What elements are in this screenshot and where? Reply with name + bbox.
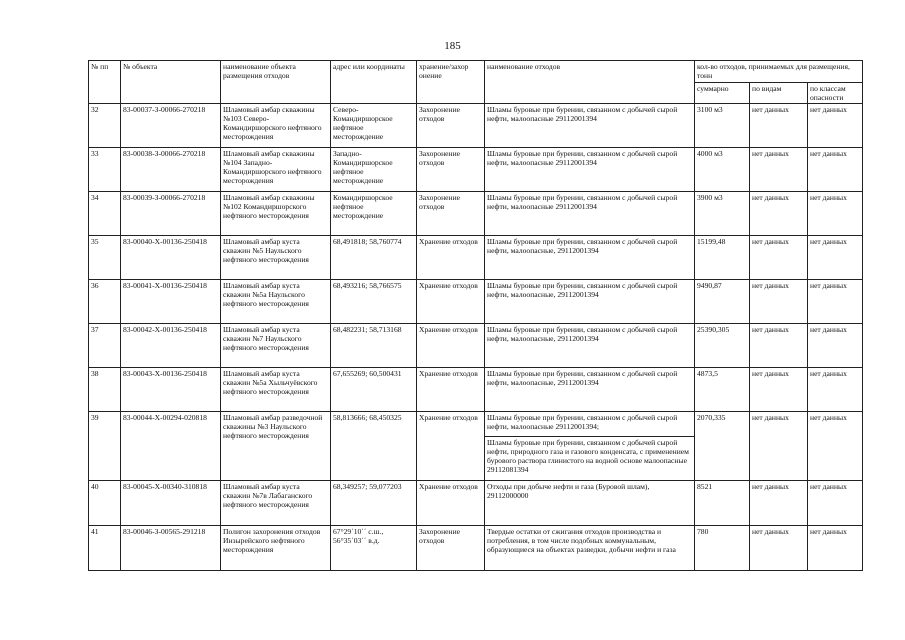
cell-waste: Твердые остатки от сжигания отходов производства и потребления, в том числе подобных коммунальным, образующиеся на объектах разведки, добычи нефти и газа <box>485 526 695 571</box>
cell-object: 83-00041-Х-00136-250418 <box>121 280 221 324</box>
cell-waste-secondary: Шламы буровые при бурении, связанном с добычей сырой нефти, природного газа и газового конденсата, с применением бурового раствора глинистого на водной основе малоопасные 29112081394 <box>485 437 695 481</box>
header-waste: наименование отходов <box>485 61 695 104</box>
cell-storage: Хранение отходов <box>417 324 485 368</box>
cell-storage: Захоронение отходов <box>417 148 485 192</box>
header-name: наименование объекта размещения отходов <box>221 61 331 104</box>
cell-storage: Хранение отходов <box>417 236 485 280</box>
header-object: № объекта <box>121 61 221 104</box>
cell-waste: Шламы буровые при бурении, связанном с добычей сырой нефти, малоопасные, 29112001394 <box>485 236 695 280</box>
cell-by-type: нет данных <box>750 148 808 192</box>
cell-address: 68,482231; 58,713168 <box>331 324 417 368</box>
cell-object: 83-00045-Х-00340-310818 <box>121 481 221 526</box>
cell-name: Шламовый амбар скважины №103 Северо-Командиршорского нефтяного месторождения <box>221 104 331 148</box>
cell-name: Шламовый амбар куста скважин №7в Лабаганского нефтяного месторождения <box>221 481 331 526</box>
cell-by-type: нет данных <box>750 368 808 412</box>
cell-by-class: нет данных <box>808 324 863 368</box>
cell-name: Шламовый амбар скважины №104 Западно-Командиршорского нефтяного месторождения <box>221 148 331 192</box>
cell-by-type: нет данных <box>750 280 808 324</box>
cell-waste: Шламы буровые при бурении, связанном с добычей сырой нефти, малоопасные, 29112001394 <box>485 368 695 412</box>
cell-by-class: нет данных <box>808 481 863 526</box>
cell-storage: Хранение отходов <box>417 368 485 412</box>
cell-total: 25390,305 <box>695 324 750 368</box>
table-row <box>89 192 863 236</box>
cell-by-class: нет данных <box>808 192 863 236</box>
cell-name: Шламовый амбар куста скважин №5а Хыльчуёвского нефтяного месторождения <box>221 368 331 412</box>
cell-address: Северо-Командиршорское нефтяное месторождение <box>331 104 417 148</box>
cell-by-type: нет данных <box>750 236 808 280</box>
table-row <box>89 104 863 148</box>
cell-num: 36 <box>89 280 121 324</box>
cell-storage: Хранение отходов <box>417 481 485 526</box>
cell-storage: Захоронение отходов <box>417 104 485 148</box>
cell-num: 39 <box>89 412 121 481</box>
cell-object: 83-00046-З-00565-291218 <box>121 526 221 571</box>
table-row <box>89 368 863 412</box>
header-qty-group: кол-во отходов, принимаемых для размещения, тонн <box>695 61 863 83</box>
cell-name: Полигон захоронения отходов Инзырейского нефтяного месторождения <box>221 526 331 571</box>
cell-by-class: нет данных <box>808 280 863 324</box>
cell-storage: Захоронение отходов <box>417 192 485 236</box>
cell-by-class: нет данных <box>808 104 863 148</box>
cell-by-type: нет данных <box>750 192 808 236</box>
cell-address: 67°29΄10΄΄ с.ш., 56°35΄03΄΄ в.д. <box>331 526 417 571</box>
cell-total: 780 <box>695 526 750 571</box>
cell-object: 83-00039-З-00066-270218 <box>121 192 221 236</box>
cell-num: 35 <box>89 236 121 280</box>
cell-by-class: нет данных <box>808 526 863 571</box>
table-row <box>89 148 863 192</box>
cell-by-type: нет данных <box>750 104 808 148</box>
table-row <box>89 412 863 437</box>
cell-by-type: нет данных <box>750 412 808 481</box>
cell-waste: Шламы буровые при бурении, связанном с добычей сырой нефти, малоопасные 29112001394 <box>485 192 695 236</box>
cell-address: 68,491818; 58,760774 <box>331 236 417 280</box>
table-row <box>89 280 863 324</box>
table-row <box>89 236 863 280</box>
header-address: адрес или координаты <box>331 61 417 104</box>
cell-by-class: нет данных <box>808 412 863 481</box>
cell-waste: Шламы буровые при бурении, связанном с добычей сырой нефти, малоопасные, 29112001394 <box>485 280 695 324</box>
cell-by-class: нет данных <box>808 236 863 280</box>
cell-total: 4873,5 <box>695 368 750 412</box>
cell-num: 38 <box>89 368 121 412</box>
header-by-class: по классам опасности <box>808 83 863 104</box>
cell-name: Шламовый амбар куста скважин №5а Наульского нефтяного месторождения <box>221 280 331 324</box>
cell-name: Шламовый амбар разведочной скважины №3 Наульского нефтяного месторождения <box>221 412 331 481</box>
cell-address: 58,813666; 68,450325 <box>331 412 417 481</box>
cell-waste: Шламы буровые при бурении, связанном с добычей сырой нефти, малоопасные 29112001394 <box>485 148 695 192</box>
cell-object: 83-00044-Х-00294-020818 <box>121 412 221 481</box>
cell-num: 40 <box>89 481 121 526</box>
cell-by-type: нет данных <box>750 324 808 368</box>
cell-address: Командиршорское нефтяное месторождение <box>331 192 417 236</box>
cell-total: 3100 м3 <box>695 104 750 148</box>
cell-object: 83-00043-Х-00136-250418 <box>121 368 221 412</box>
table-row <box>89 324 863 368</box>
cell-total: 9490,87 <box>695 280 750 324</box>
cell-num: 37 <box>89 324 121 368</box>
cell-storage: Захоронение отходов <box>417 526 485 571</box>
cell-object: 83-00037-З-00066-270218 <box>121 104 221 148</box>
cell-object: 83-00038-З-00066-270218 <box>121 148 221 192</box>
cell-num: 34 <box>89 192 121 236</box>
cell-by-class: нет данных <box>808 368 863 412</box>
cell-storage: Хранение отходов <box>417 280 485 324</box>
cell-num: 32 <box>89 104 121 148</box>
cell-total: 3900 м3 <box>695 192 750 236</box>
cell-name: Шламовый амбар куста скважин №5 Наульского нефтяного месторождения <box>221 236 331 280</box>
cell-by-class: нет данных <box>808 148 863 192</box>
header-by-type: по видам <box>750 83 808 104</box>
cell-waste: Шламы буровые при бурении, связанном с добычей сырой нефти, малоопасные, 29112001394 <box>485 324 695 368</box>
cell-num: 41 <box>89 526 121 571</box>
cell-num: 33 <box>89 148 121 192</box>
cell-waste: Шламы буровые при бурении, связанном с добычей сырой нефти, малоопасные 29112001394; <box>485 412 695 437</box>
table-row <box>89 481 863 526</box>
cell-by-type: нет данных <box>750 481 808 526</box>
cell-waste: Шламы буровые при бурении, связанном с добычей сырой нефти, малоопасные 29112001394 <box>485 104 695 148</box>
cell-address: Западно-Командиршорское нефтяное месторождение <box>331 148 417 192</box>
cell-object: 83-00040-Х-00136-250418 <box>121 236 221 280</box>
cell-object: 83-00042-Х-00136-250418 <box>121 324 221 368</box>
header-total: суммарно <box>695 83 750 104</box>
cell-total: 15199,48 <box>695 236 750 280</box>
cell-total: 4000 м3 <box>695 148 750 192</box>
waste-registry-table <box>88 60 863 571</box>
cell-total: 2070,335 <box>695 412 750 481</box>
header-storage: хранение/захор онение <box>417 61 485 104</box>
cell-name: Шламовый амбар скважины №102 Командиршорского нефтяного месторождения <box>221 192 331 236</box>
cell-name: Шламовый амбар куста скважин №7 Наульского нефтяного месторождения <box>221 324 331 368</box>
header-num: № пп <box>89 61 121 104</box>
page-number: 185 <box>444 40 461 52</box>
cell-storage: Хранение отходов <box>417 412 485 481</box>
cell-address: 68,493216; 58,766575 <box>331 280 417 324</box>
cell-waste: Отходы при добыче нефти и газа (Буровой шлам), 29112000000 <box>485 481 695 526</box>
cell-by-type: нет данных <box>750 526 808 571</box>
cell-total: 8521 <box>695 481 750 526</box>
table-row <box>89 526 863 571</box>
cell-address: 68,349257; 59,077203 <box>331 481 417 526</box>
cell-address: 67,655269; 60,500431 <box>331 368 417 412</box>
